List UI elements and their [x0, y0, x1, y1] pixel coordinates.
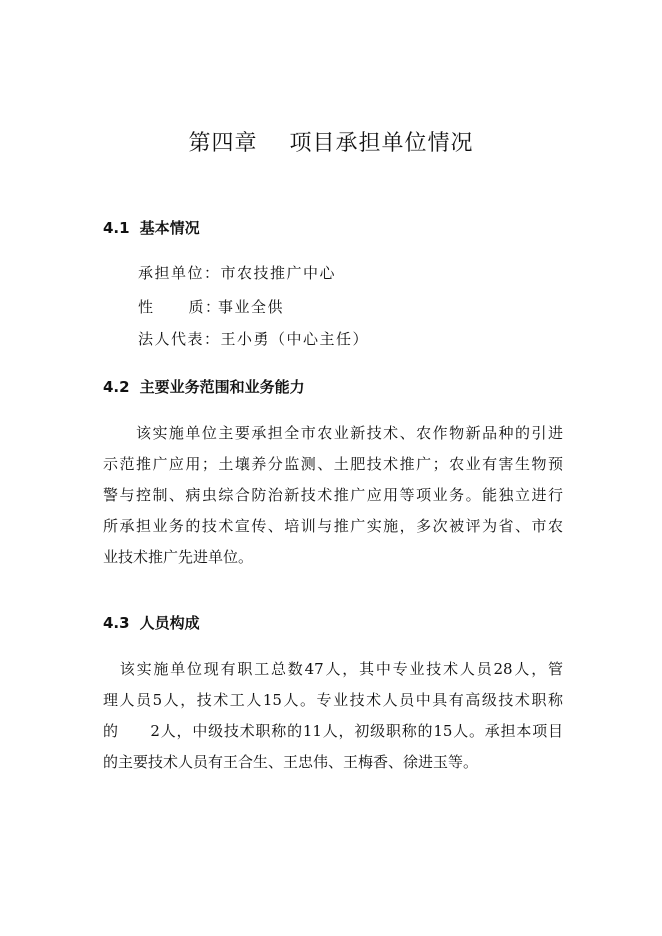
info-line-legal-rep — [138, 328, 369, 349]
paragraph-line: 示范推广应用；土壤养分监测、土肥技术推广；农业有害生物预 — [103, 455, 563, 473]
info-label-part: 性 — [138, 298, 155, 316]
section-number: 4.3 — [103, 614, 130, 632]
section-heading-staff — [103, 612, 200, 633]
paragraph-line: 理人员5人，技术工人15人。专业技术人员中具有高级技术职称 — [103, 691, 563, 709]
section-title: 主要业务范围和业务能力 — [139, 378, 305, 396]
info-value: 市农技推广中心 — [220, 264, 337, 282]
info-label: 法人代表： — [138, 330, 221, 348]
info-label: 承担单位： — [138, 264, 221, 282]
info-line-nature — [138, 296, 284, 317]
section-heading-basic-info — [103, 217, 200, 238]
info-label — [138, 296, 222, 317]
info-line-unit — [138, 262, 336, 283]
info-value: 王小勇（中心主任） — [220, 330, 370, 348]
section-number: 4.1 — [103, 219, 130, 237]
business-paragraph — [103, 418, 563, 573]
section-number: 4.2 — [103, 378, 130, 396]
paragraph-line: 警与控制、病虫综合防治新技术推广应用等项业务。能独立进行 — [103, 486, 563, 504]
info-label-part: 质： — [188, 298, 222, 316]
paragraph-line: 该实施单位现有职工总数47人，其中专业技术人员28人，管 — [103, 660, 563, 678]
paragraph-line: 所承担业务的技术宣传、培训与推广实施，多次被评为省、市农 — [103, 517, 563, 535]
paragraph-line: 的 2人，中级技术职称的11人，初级职称的15人。承担本项目 — [103, 722, 563, 740]
staff-paragraph — [103, 654, 563, 778]
section-title: 人员构成 — [139, 614, 200, 632]
section-heading-business-scope — [103, 376, 305, 397]
info-value: 事业全供 — [218, 298, 285, 316]
paragraph-line: 业技术推广先进单位。 — [103, 548, 254, 566]
section-title: 基本情况 — [139, 219, 200, 237]
chapter-title: 第四章 项目承担单位情况 — [188, 131, 474, 156]
paragraph-line: 的主要技术人员有王合生、王忠伟、王梅香、徐进玉等。 — [103, 753, 479, 771]
paragraph-line: 该实施单位主要承担全市农业新技术、农作物新品种的引进 — [103, 424, 563, 442]
